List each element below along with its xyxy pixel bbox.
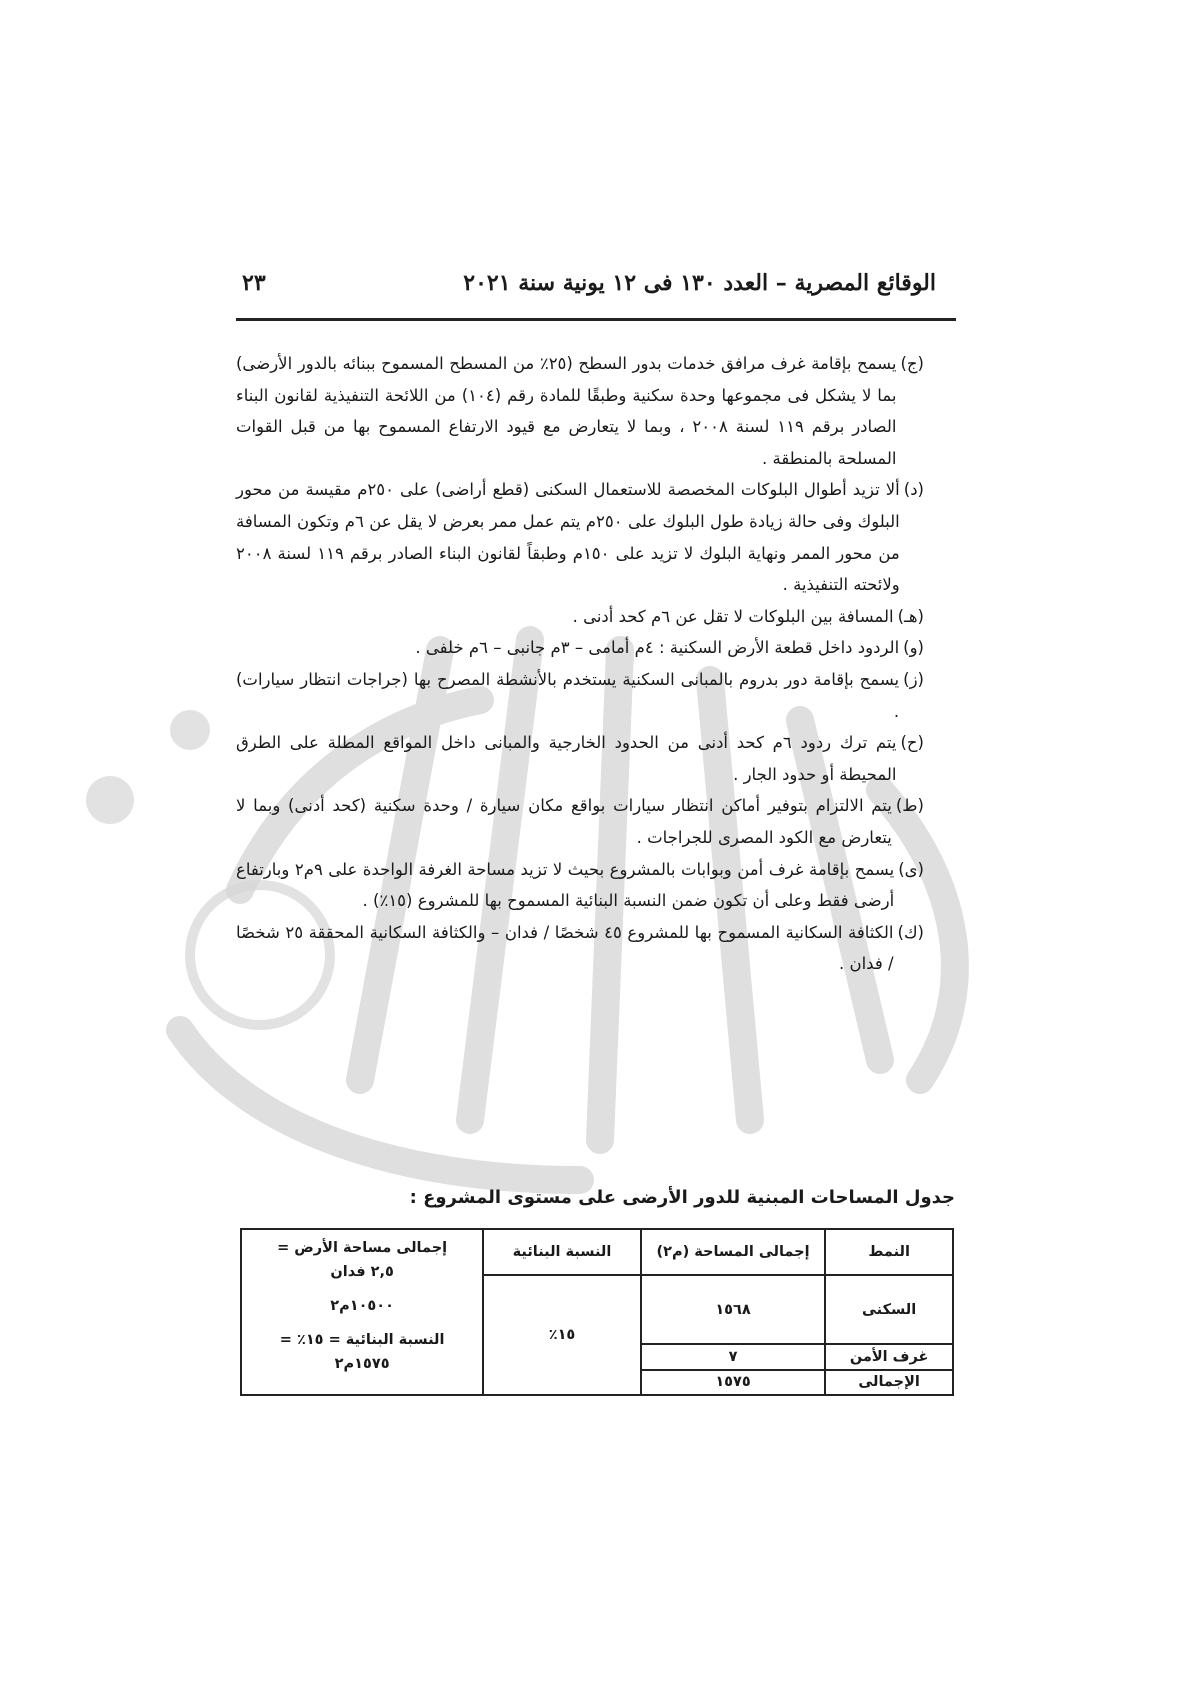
clause-text: يسمح بإقامة غرف أمن وبوابات بالمشروع بحيث لا تزيد مساحة الغرفة الواحدة على ٩م٢ وبارتفاع أرضى فقط وعلى أن تكون ضمن النسبة البنائية المسموح بها للمشروع (١٥٪) . <box>236 859 895 911</box>
clause-text: يسمح بإقامة دور بدروم بالمبانى السكنية يستخدم بالأنشطة المصرح بها (جراجات انتظار سيارات) . <box>236 669 900 721</box>
clause-text: المسافة بين البلوكات لا تقل عن ٦م كحد أدنى . <box>572 606 894 626</box>
watermark-dot <box>170 710 210 750</box>
column-header-ratio: النسبة البنائية <box>483 1229 641 1275</box>
table-header-row <box>241 1229 953 1275</box>
clause-item <box>236 664 924 727</box>
cell-area: ١٥٧٥ <box>641 1370 825 1395</box>
clause-marker: (هـ) <box>897 606 924 626</box>
header-divider <box>236 318 956 321</box>
clause-item <box>236 474 924 600</box>
table-title: جدول المساحات المبنية للدور الأرضى على مستوى المشروع : <box>409 1187 955 1208</box>
clause-marker: (ك) <box>897 922 924 942</box>
land-summary-cell <box>241 1229 483 1395</box>
clause-marker: (ط) <box>895 796 924 816</box>
clause-text: الكثافة السكانية المسموح بها للمشروع ٤٥ شخصًا / فدان – والكثافة السكانية المحققة ٢٥ شخصًا / فدان . <box>236 922 894 974</box>
cell-type: غرف الأمن <box>825 1344 953 1369</box>
column-header-type: النمط <box>825 1229 953 1275</box>
cell-type: الإجمالى <box>825 1370 953 1395</box>
clause-marker: (ح) <box>900 733 924 753</box>
clause-text: ألا تزيد أطوال البلوكات المخصصة للاستعمال السكنى (قطع أراضى) على ٢٥٠م مقيسة من محور البلوك وفى حالة زيادة طول البلوك على ٢٥٠م يتم عمل ممر بعرض لا يقل عن ٦م وتكون المسافة من محور الممر ونهاية البلوك لا تزيد على ١٥٠م وطبقاً لقانون البناء الصادر برقم ١١٩ لسنة ٢٠٠٨ ولائحته التنفيذية . <box>236 480 900 595</box>
summary-land-label: إجمالى مساحة الأرض = <box>277 1240 448 1256</box>
clause-item <box>236 727 924 790</box>
clause-item <box>236 790 924 853</box>
clause-item <box>236 632 924 664</box>
clause-marker: (ج) <box>900 354 924 373</box>
clause-marker: (ز) <box>903 669 924 689</box>
clause-item <box>236 348 924 474</box>
summary-ratio-label: النسبة البنائية = ١٥٪ = <box>279 1332 445 1348</box>
clause-text: يتم الالتزام بتوفير أماكن انتظار سيارات بواقع مكان سيارة / وحدة سكنية (كحد أدنى) وبما لا يتعارض مع الكود المصرى للجراجات . <box>236 796 892 847</box>
clause-text: يسمح بإقامة غرف مرافق خدمات بدور السطح (٢٥٪ من المسطح المسموح ببنائه بالدور الأرضى) بما لا يشكل فى مجموعها وحدة سكنية وطبقًا للمادة رقم (١٠٤) من اللائحة التنفيذية لقانون البناء الصادر برقم ١١٩ لسنة ٢٠٠٨ ، وبما لا يتعارض مع قيود الارتفاع المسموح بها من قبل القوات المسلحة بالمنطقة . <box>236 354 897 468</box>
page-header <box>236 270 936 304</box>
clause-text: الردود داخل قطعة الأرض السكنية : ٤م أمامى – ٣م جانبى – ٦م خلفى . <box>415 638 900 658</box>
cell-type: السكنى <box>825 1275 953 1344</box>
summary-land-sqm: ١٠٥٠٠م٢ <box>330 1298 394 1314</box>
watermark-dot <box>86 776 134 824</box>
clause-marker: (ى) <box>898 859 924 879</box>
page-number: ٢٣ <box>242 270 266 296</box>
column-header-area: إجمالى المساحة (م٢) <box>641 1229 825 1275</box>
clause-text: يتم ترك ردود ٦م كحد أدنى من الحدود الخارجية والمبانى داخل المواقع المطلة على الطرق المحيطة أو حدود الجار . <box>236 733 897 784</box>
cell-ratio: ١٥٪ <box>483 1275 641 1395</box>
built-areas-table <box>240 1228 954 1396</box>
clause-item <box>236 917 924 980</box>
clause-item <box>236 601 924 633</box>
gazette-title: الوقائع المصرية – العدد ١٣٠ فى ١٢ يونية سنة ٢٠٢١ <box>463 270 936 296</box>
cell-area: ١٥٦٨ <box>641 1275 825 1344</box>
clause-marker: (د) <box>903 480 924 500</box>
summary-land-feddan: ٢,٥ فدان <box>330 1264 394 1280</box>
summary-built-sqm: ١٥٧٥م٢ <box>334 1356 390 1372</box>
clause-list <box>236 348 924 980</box>
clause-marker: (و) <box>903 638 924 658</box>
clause-item <box>236 854 924 917</box>
cell-area: ٧ <box>641 1344 825 1369</box>
